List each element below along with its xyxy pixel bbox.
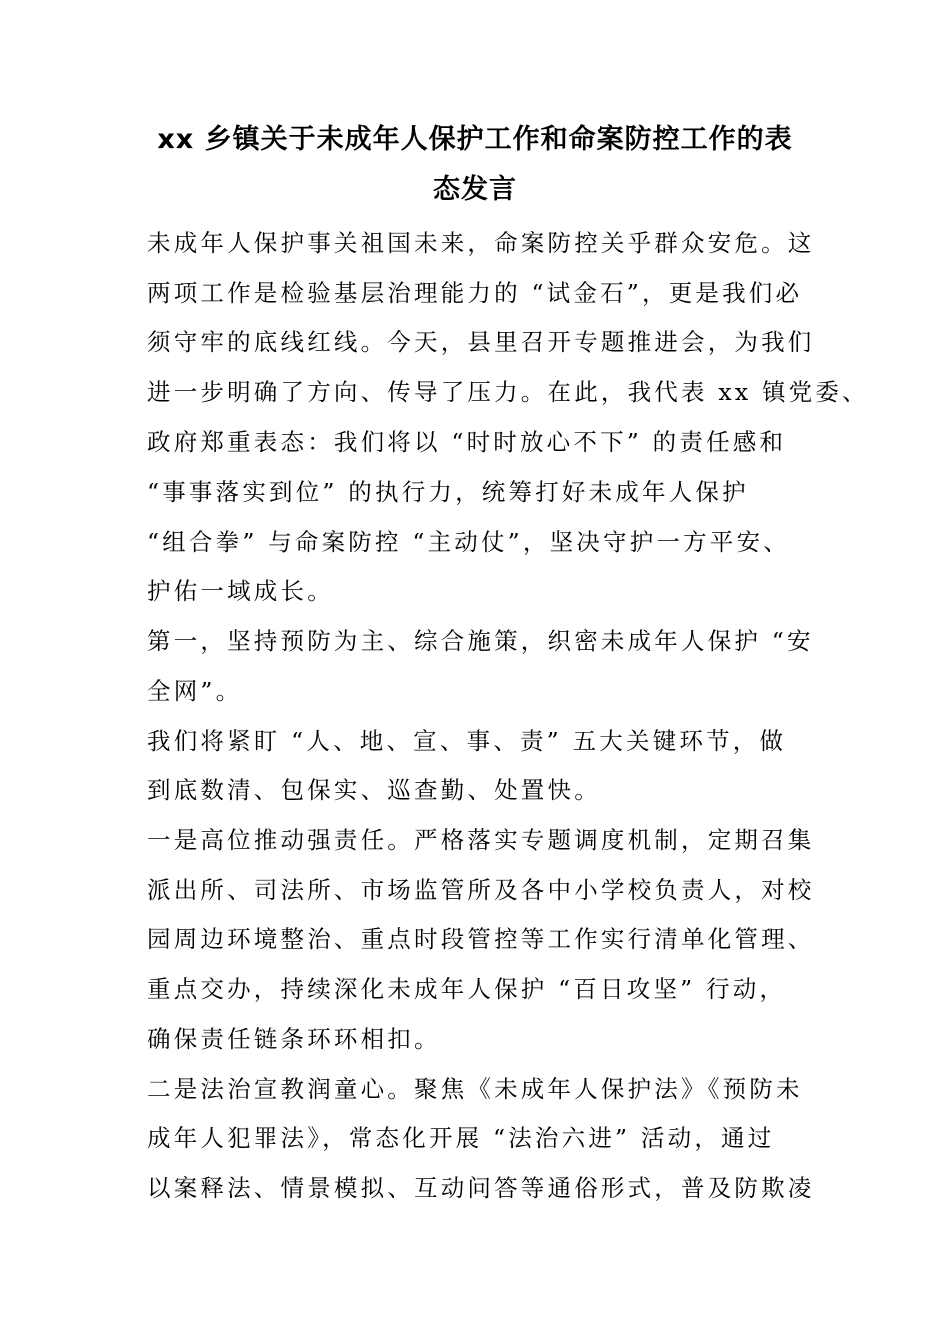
body-line-6: “事事落实到位” 的执行力，统筹打好未成年人保护 (147, 478, 749, 506)
body-line-4: 进一步明确了方向、传导了压力。在此，我代表 xx 镇党委、 (147, 378, 869, 406)
body-line-1: 未成年人保护事关祖国未来，命案防控关乎群众安危。这 (147, 229, 815, 257)
body-line-11: 我们将紧盯 “人、地、宣、事、责” 五大关键环节，做 (147, 727, 787, 755)
body-line-3: 须守牢的底线红线。今天，县里召开专题推进会，为我们 (147, 328, 815, 356)
body-line-8: 护佑一域成长。 (147, 577, 334, 605)
body-line-15: 园周边环境整治、重点时段管控等工作实行清单化管理、 (147, 925, 815, 953)
body-line-16: 重点交办，持续深化未成年人保护 “百日攻坚” 行动， (147, 975, 787, 1003)
body-line-14: 派出所、司法所、市场监管所及各中小学校负责人，对校 (147, 876, 815, 904)
body-line-9: 第一，坚持预防为主、综合施策，织密未成年人保护 “安 (147, 627, 814, 655)
document-title-line-2: 态发言 (433, 174, 517, 205)
body-line-13: 一是高位推动强责任。严格落实专题调度机制，定期召集 (147, 826, 815, 854)
body-line-20: 以案释法、情景模拟、互动问答等通俗形式，普及防欺凌 (147, 1174, 815, 1202)
body-line-10: 全网”。 (147, 677, 243, 705)
body-line-7: “组合拳” 与命案防控 “主动仗”，坚决守护一方平安、 (147, 528, 790, 556)
body-line-5: 政府郑重表态：我们将以 “时时放心不下” 的责任感和 (147, 428, 787, 456)
body-line-12: 到底数清、包保实、巡查勤、处置快。 (147, 776, 601, 804)
document-title-line-1: xx 乡镇关于未成年人保护工作和命案防控工作的表 (157, 124, 793, 155)
body-line-17: 确保责任链条环环相扣。 (147, 1025, 441, 1053)
body-line-18: 二是法治宣教润童心。聚焦《未成年人保护法》《预防未 (147, 1075, 803, 1103)
body-line-2: 两项工作是检验基层治理能力的 “试金石”，更是我们必 (147, 279, 803, 307)
body-line-19: 成年人犯罪法》，常态化开展 “法治六进” 活动，通过 (147, 1124, 775, 1152)
